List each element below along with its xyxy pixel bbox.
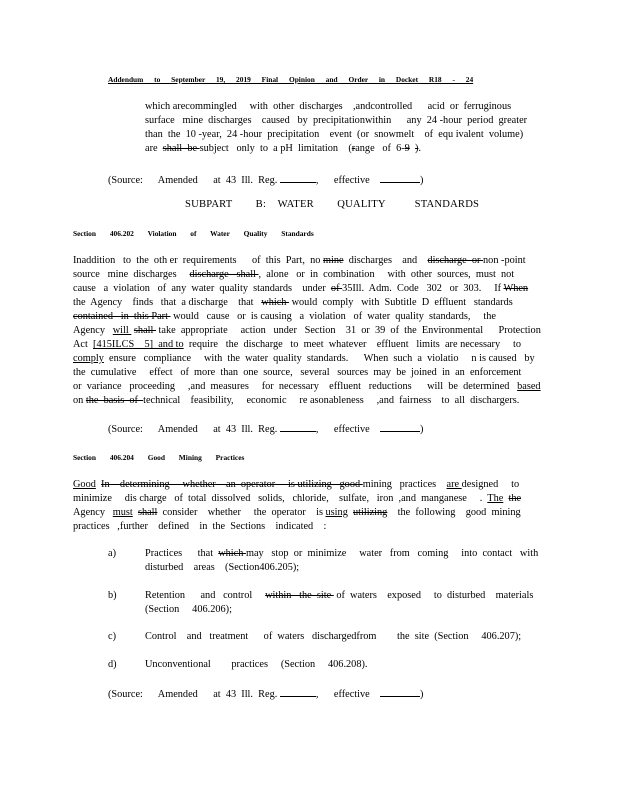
source-suffix: ) [420,175,424,186]
body-line: Inaddition to the oth er requirements of this Part, no mine discharges and discharge or non -point [73,255,526,266]
source-mid: , effective [315,424,370,435]
body-line: comply ensure compliance with the water quality standards. When such a violatio n is caused by [73,353,535,364]
top-paragraph-line: than the 10 -year, 24 -hour precipitation event (or snowmelt of equ ivalent volume) [145,129,524,140]
blank-line [280,421,316,432]
blank-line [380,686,420,697]
document-header: Addendum to September 19, 2019 Final Opinion and Order in Docket R18 - 24 [108,75,474,84]
body-line: Agency will shall take appropriate action under Section 31 or 39 of the Environmental Protection [73,325,541,336]
blank-line [380,172,420,183]
source-note [108,421,423,436]
blank-line [380,421,420,432]
body-line: practices ,further defined in the Sections indicated : [73,521,327,532]
body-line: Agency must shall consider whether the operator is using utilizing the following good mining [73,507,521,518]
body-line: source mine discharges discharge shall , alone or in combination with other sources, must not [73,269,515,280]
source-suffix: ) [420,424,424,435]
source-prefix: (Source: Amended at 43 Ill. Reg. [108,689,278,700]
source-prefix: (Source: Amended at 43 Ill. Reg. [108,175,278,186]
list-item-line: disturbed areas (Section406.205); [145,562,300,573]
list-item-letter: b) [108,590,117,601]
body-line: the Agency finds that a discharge that which would comply with Subtitle D effluent standards [73,297,513,308]
body-line: or variance proceeding ,and measures for necessary effluent reductions will be determined based [73,381,541,392]
body-line: Good In determining whether an operator is utilizing good mining practices are designed to [73,479,520,490]
source-note [108,172,423,187]
list-item-line: Practices that which may stop or minimize water from coming into contact with [145,548,539,559]
top-paragraph-line: which arecommingled with other discharges ,andcontrolled acid or ferruginous [145,101,512,112]
list-item-letter: d) [108,659,117,670]
list-item-letter: c) [108,631,116,642]
top-paragraph-line: are shall be subject only to a pH limitation (range of 6-9 ). [145,143,421,154]
list-item-line: Control and treatment of waters dischargedfrom the site (Section 406.207); [145,631,522,642]
subpart-title: SUBPART B: WATER QUALITY STANDARDS [185,199,480,210]
section-heading: Section 406.204 Good Mining Practices [73,453,245,462]
source-note [108,686,423,701]
list-item-letter: a) [108,548,116,559]
source-suffix: ) [420,689,424,700]
list-item-line: Unconventional practices (Section 406.208). [145,659,368,670]
body-line: minimize dis charge of total dissolved solids, chloride, sulfate, iron ,and manganese . The the [73,493,522,504]
body-line: cause a violation of any water quality standards under of 35Ill. Adm. Code 302 or 303. If When [73,283,529,294]
source-mid: , effective [315,175,370,186]
top-paragraph-line: surface mine discharges caused by precipitationwithin any 24 -hour period greater [145,115,528,126]
source-prefix: (Source: Amended at 43 Ill. Reg. [108,424,278,435]
body-line: Act [415ILCS 5] and to require the discharge to meet whatever effluent limits are necessary to [73,339,521,350]
body-line: on the basis of technical feasibility, economic re asonableness ,and fairness to all dischargers. [73,395,520,406]
blank-line [280,172,316,183]
blank-line [280,686,316,697]
body-line: the cumulative effect of more than one source, several sources may be joined in an enforcement [73,367,522,378]
list-item-line: (Section 406.206); [145,604,232,615]
source-mid: , effective [315,689,370,700]
body-line: contained in this Part would cause or is causing a violation of water quality standards, the [73,311,496,322]
list-item-line: Retention and control within the site of waters exposed to disturbed materials [145,590,534,601]
section-heading: Section 406.202 Violation of Water Quality Standards [73,229,314,238]
